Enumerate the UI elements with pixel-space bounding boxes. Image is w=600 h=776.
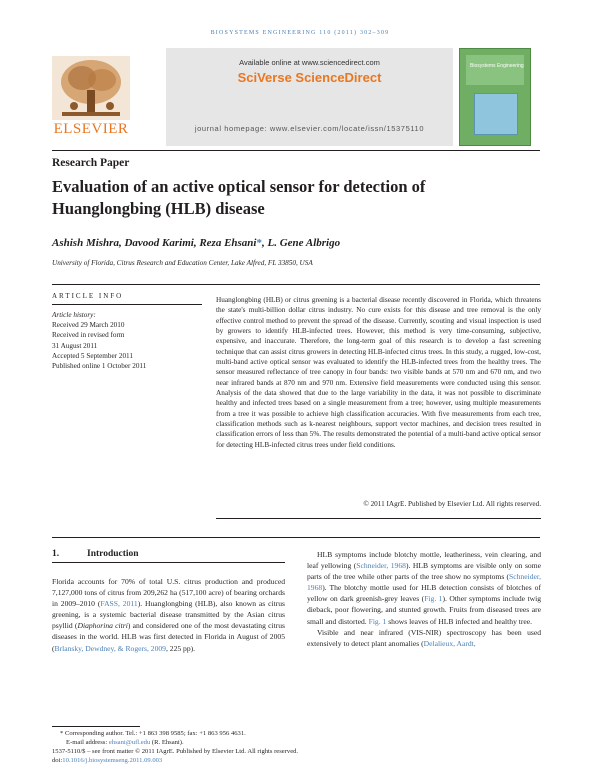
citation-link[interactable]: FASS, 2011 (100, 599, 138, 609)
history-line: Received in revised form (52, 331, 125, 340)
author-list (52, 237, 340, 249)
sciverse-brand: SciVerse ScienceDirect (237, 70, 382, 85)
section-title: Introduction (87, 549, 139, 559)
elsevier-tree-logo-icon (52, 56, 130, 120)
corresponding-author-note: * Corresponding author. Tel.: +1 863 398 9585; fax: +1 863 956 4631. (60, 730, 246, 737)
cover-image (474, 93, 518, 135)
paper-type: Research Paper (52, 157, 130, 169)
text-run: HLB symptoms include blotchy mottle, leatheriness, vein clearing, and leaf yellowing ( (307, 550, 541, 571)
title-divider (52, 284, 540, 285)
authors-last: , L. Gene Albrigo (261, 237, 341, 249)
body-divider (52, 537, 540, 538)
text-run: ). Other symptoms include twig dieback, poor flowering, and stunted growth. Fruits from diseased trees are small and distorted. (307, 594, 541, 626)
issn-note: 1537-5110/$ – see front matter © 2011 IAgrE. Published by Elsevier Ltd. All rights reserved. (52, 748, 299, 755)
email-name: (R. Ehsani). (150, 739, 184, 746)
journal-homepage-link[interactable]: journal homepage: www.elsevier.com/locate/issn/15375110 (194, 124, 425, 133)
authors-main: Ashish Mishra, Davood Karimi, Reza Ehsani (52, 237, 257, 249)
abstract-copyright: © 2011 IAgrE. Published by Elsevier Ltd. All rights reserved. (363, 500, 541, 508)
article-info-heading: ARTICLE INFO (52, 292, 124, 300)
intro-paragraph (307, 549, 541, 627)
text-run: shows leaves of HLB infected and healthy tree. (386, 616, 533, 626)
history-line: 31 August 2011 (52, 341, 98, 350)
citation-link[interactable]: Brlansky, Dewdney, & Rogers, 2009 (54, 643, 166, 653)
abstract-divider (216, 518, 541, 519)
text-run: Visible and near infrared (VIS-NIR) spectroscopy has been used extensively to detect plant anomalies ( (307, 627, 541, 648)
email-label: E-mail address: (66, 739, 109, 746)
species-name: Diaphorina citri (77, 621, 128, 631)
doi-link[interactable]: 10.1016/j.biosystemseng.2011.09.003 (62, 757, 163, 764)
paper-title: Evaluation of an active optical sensor for detection of Huanglongbing (HLB) disease (52, 177, 426, 218)
available-online-text[interactable]: Available online at www.sciencedirect.com (239, 58, 380, 67)
intro-column-right (307, 549, 541, 649)
text-run: , 225 pp). (165, 643, 196, 653)
text-run: Florida accounts for 70% of total U.S. citrus production and produced 7,127,000 tons of citrus from 209,262 ha (517,100 acre) of bearing orchards in 2009–2010 ( (52, 577, 285, 609)
figure-link[interactable]: Fig. 1 (424, 594, 443, 604)
history-line: Published online 1 October 2011 (52, 362, 147, 371)
history-line: Received 29 March 2010 (52, 321, 125, 330)
history-label: Article history: (52, 311, 96, 319)
cover-title-band (466, 55, 524, 85)
footnotes (52, 729, 540, 765)
doi-label: doi: (52, 757, 63, 764)
text-run: ). The blotchy mottle used for HLB detection consists of blotches of yellow on dark greenish-grey leaves ( (307, 583, 541, 604)
cover-title: Biosystems Engineering (470, 63, 524, 69)
history-line: Accepted 5 September 2011 (52, 351, 133, 360)
figure-link[interactable]: Fig. 1 (368, 616, 387, 626)
citation-link[interactable]: Schneider, 1968 (307, 572, 541, 593)
intro-column-left (52, 576, 285, 654)
section-number: 1. (52, 549, 60, 559)
email-note (52, 738, 540, 747)
email-link[interactable]: ehsani@ufl.edu (108, 739, 151, 746)
text-run: ) and considered one of the most devastating citrus diseases in the world. HLB was first detected in Florida in August of 2005 ( (52, 621, 286, 653)
affiliation: University of Florida, Citrus Research and Education Center, Lake Alfred, FL 33850, USA (52, 259, 313, 267)
section-heading-introduction (52, 549, 139, 559)
footnote-rule (52, 726, 140, 727)
journal-cover-thumbnail (459, 48, 531, 146)
publisher-logo-text: ELSEVIER (53, 121, 129, 137)
text-run: ). Huanglongbing (HLB), also known as citrus greening, is a systemic bacterial disease transmitted by the Asian citrus psyllid ( (52, 599, 286, 631)
text-run: ). HLB symptoms are visible only on some parts of the tree while other parts of the tree show no symptoms ( (307, 561, 541, 582)
header-divider (52, 150, 540, 151)
citation-link[interactable]: Delalieux, Aardt, (423, 638, 476, 648)
section-rule (52, 562, 285, 563)
doi-note (52, 756, 540, 765)
intro-paragraph (52, 576, 285, 654)
citation-link[interactable]: Schneider, 1968 (356, 561, 406, 571)
article-info-rule (52, 304, 202, 305)
running-header: BIOSYSTEMS ENGINEERING 110 (2011) 302–309 (210, 30, 390, 36)
abstract-text: Huanglongbing (HLB) or citrus greening is a bacterial disease recently discovered in Florida, which threatens the state's multi-billion dollar citrus industry. No cure exists for this disease and tree removal is the only effective control method to prevent the spread of the disease. Currently, scouting and visual inspection is used by growers to identify HLB-infected trees. However, this method is very time-consuming, subjective, expensive, and inaccurate. Therefore, the long-term goal of this research is to develop a fast screening technique that can assist citrus growers in detecting HLB-infected citrus trees. In this study, a rugged, low-cost, multi-band active optical sensor was evaluated to identify the HLB-infected trees from the healthy trees. The sensor measured reflectance of tree canopy in four bands: two visible bands at 570 nm and 670 nm, and two near infrared bands at 870 nm and 970 nm. Extensive field measurements were conducted using this sensor. Analysis of the data showed that due to the large variability in the data, it was not possible to discriminate healthy and infected trees based on a single measurement from a tree; however, using multiple measurements from a tree it was possible to achieve high classification accuracies. With five measurements from each tree, classification methods such as k-nearest neighbours, support vector machines, and decision trees resulted in classification errors of less than 5%. The results demonstrated the potential of a multi-band active optical sensor for detecting HLB-infected citrus trees under field conditions. (216, 296, 542, 449)
intro-paragraph (307, 627, 541, 649)
corresponding-author-mark[interactable]: * (256, 237, 262, 249)
article-history (52, 310, 207, 371)
